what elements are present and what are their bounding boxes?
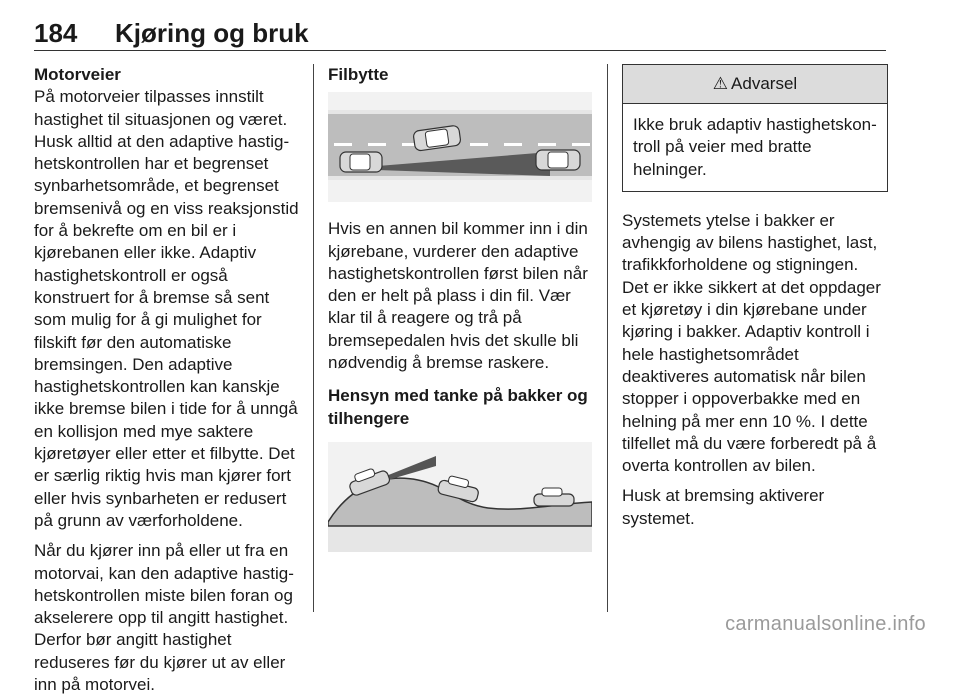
car-icon — [536, 150, 580, 170]
column-divider — [313, 64, 314, 612]
paragraph: Når du kjører inn på eller ut fra en motorvai, kan den adaptive hastighetskontrollen miste bilen foran og akselerere opp til angitt hastighet. Derfor bør angitt hastighet reduseres før du kjører ut av eller inn på motorvei. — [34, 541, 294, 695]
section-heading-filbytte: Filbytte — [328, 65, 389, 84]
lane-change-illustration — [328, 92, 592, 202]
column-left — [34, 64, 300, 696]
page-number: 184 — [34, 18, 78, 48]
paragraph: Systemets ytelse i bakker er avhengig av bilens hastighet, last, trafikkforholdene og stigningen. Det er ikke sikkert at det oppdager et kjøretøy i din kjørebane under kjøring i bakker. Adaptiv kontroll i hele hastighetsområdet deaktiveres automatisk når bilen stopper i oppoverbakke med en helning på mer enn 10 %. I dette tilfellet må du være forberedt på å overta kontrollen av bilen. — [622, 210, 881, 476]
paragraph: Husk at bremsing aktiverer systemet. — [622, 486, 825, 528]
watermark: carmanualsonline.info — [725, 613, 926, 635]
page-title: Kjøring og bruk — [115, 18, 309, 48]
column-divider — [607, 64, 608, 612]
paragraph: På motorveier tilpasses innstilt hastighet til situasjonen og været. Husk alltid at den adaptive hastighetskontrollen har et begrenset synbarhetsområde, et begrenset bremsenivå og en viss reaksjonstid for å bekrefte om en bil er i kjørebanen eller ikke. Adaptiv hastighetskontroll er også konstruert for å bremse så sent som mulig for å gi mulighet for filskift før den automatiske bremsingen. Den adaptive hastighetskontrollen kan kanskje ikke bremse bilen i tide for å unngå en kollisjon med mye saktere kjøretøyer eller etter et filbytte. Det er særlig riktig hvis man kjører fort eller hvis synbarheten er redusert på grunn av værforholdene. — [34, 87, 299, 530]
paragraph: Hvis en annen bil kommer inn i din kjørebane, vurderer den adaptive hastighetskontrollen først bilen når den er helt på plass i din fil. Vær klar til å reagere og trå på bremsepedalen hvis det skulle bli nødvendig å bremse raskere. — [328, 219, 588, 373]
car-icon — [340, 152, 382, 172]
column-right — [622, 64, 888, 530]
hills-illustration — [328, 442, 592, 552]
warning-header — [623, 65, 887, 104]
column-middle — [328, 64, 592, 552]
section-heading-motorveier: Motorveier — [34, 65, 121, 84]
section-heading-bakker: Hensyn med tanke på bakker og tilhengere — [328, 386, 588, 428]
warning-box — [622, 64, 888, 192]
warning-title: Advarsel — [731, 73, 798, 93]
warning-text: Ikke bruk adaptiv hastighetskontroll på veier med bratte helninger. — [633, 115, 877, 179]
page-header — [34, 14, 886, 51]
warning-icon: ⚠ — [712, 73, 729, 93]
